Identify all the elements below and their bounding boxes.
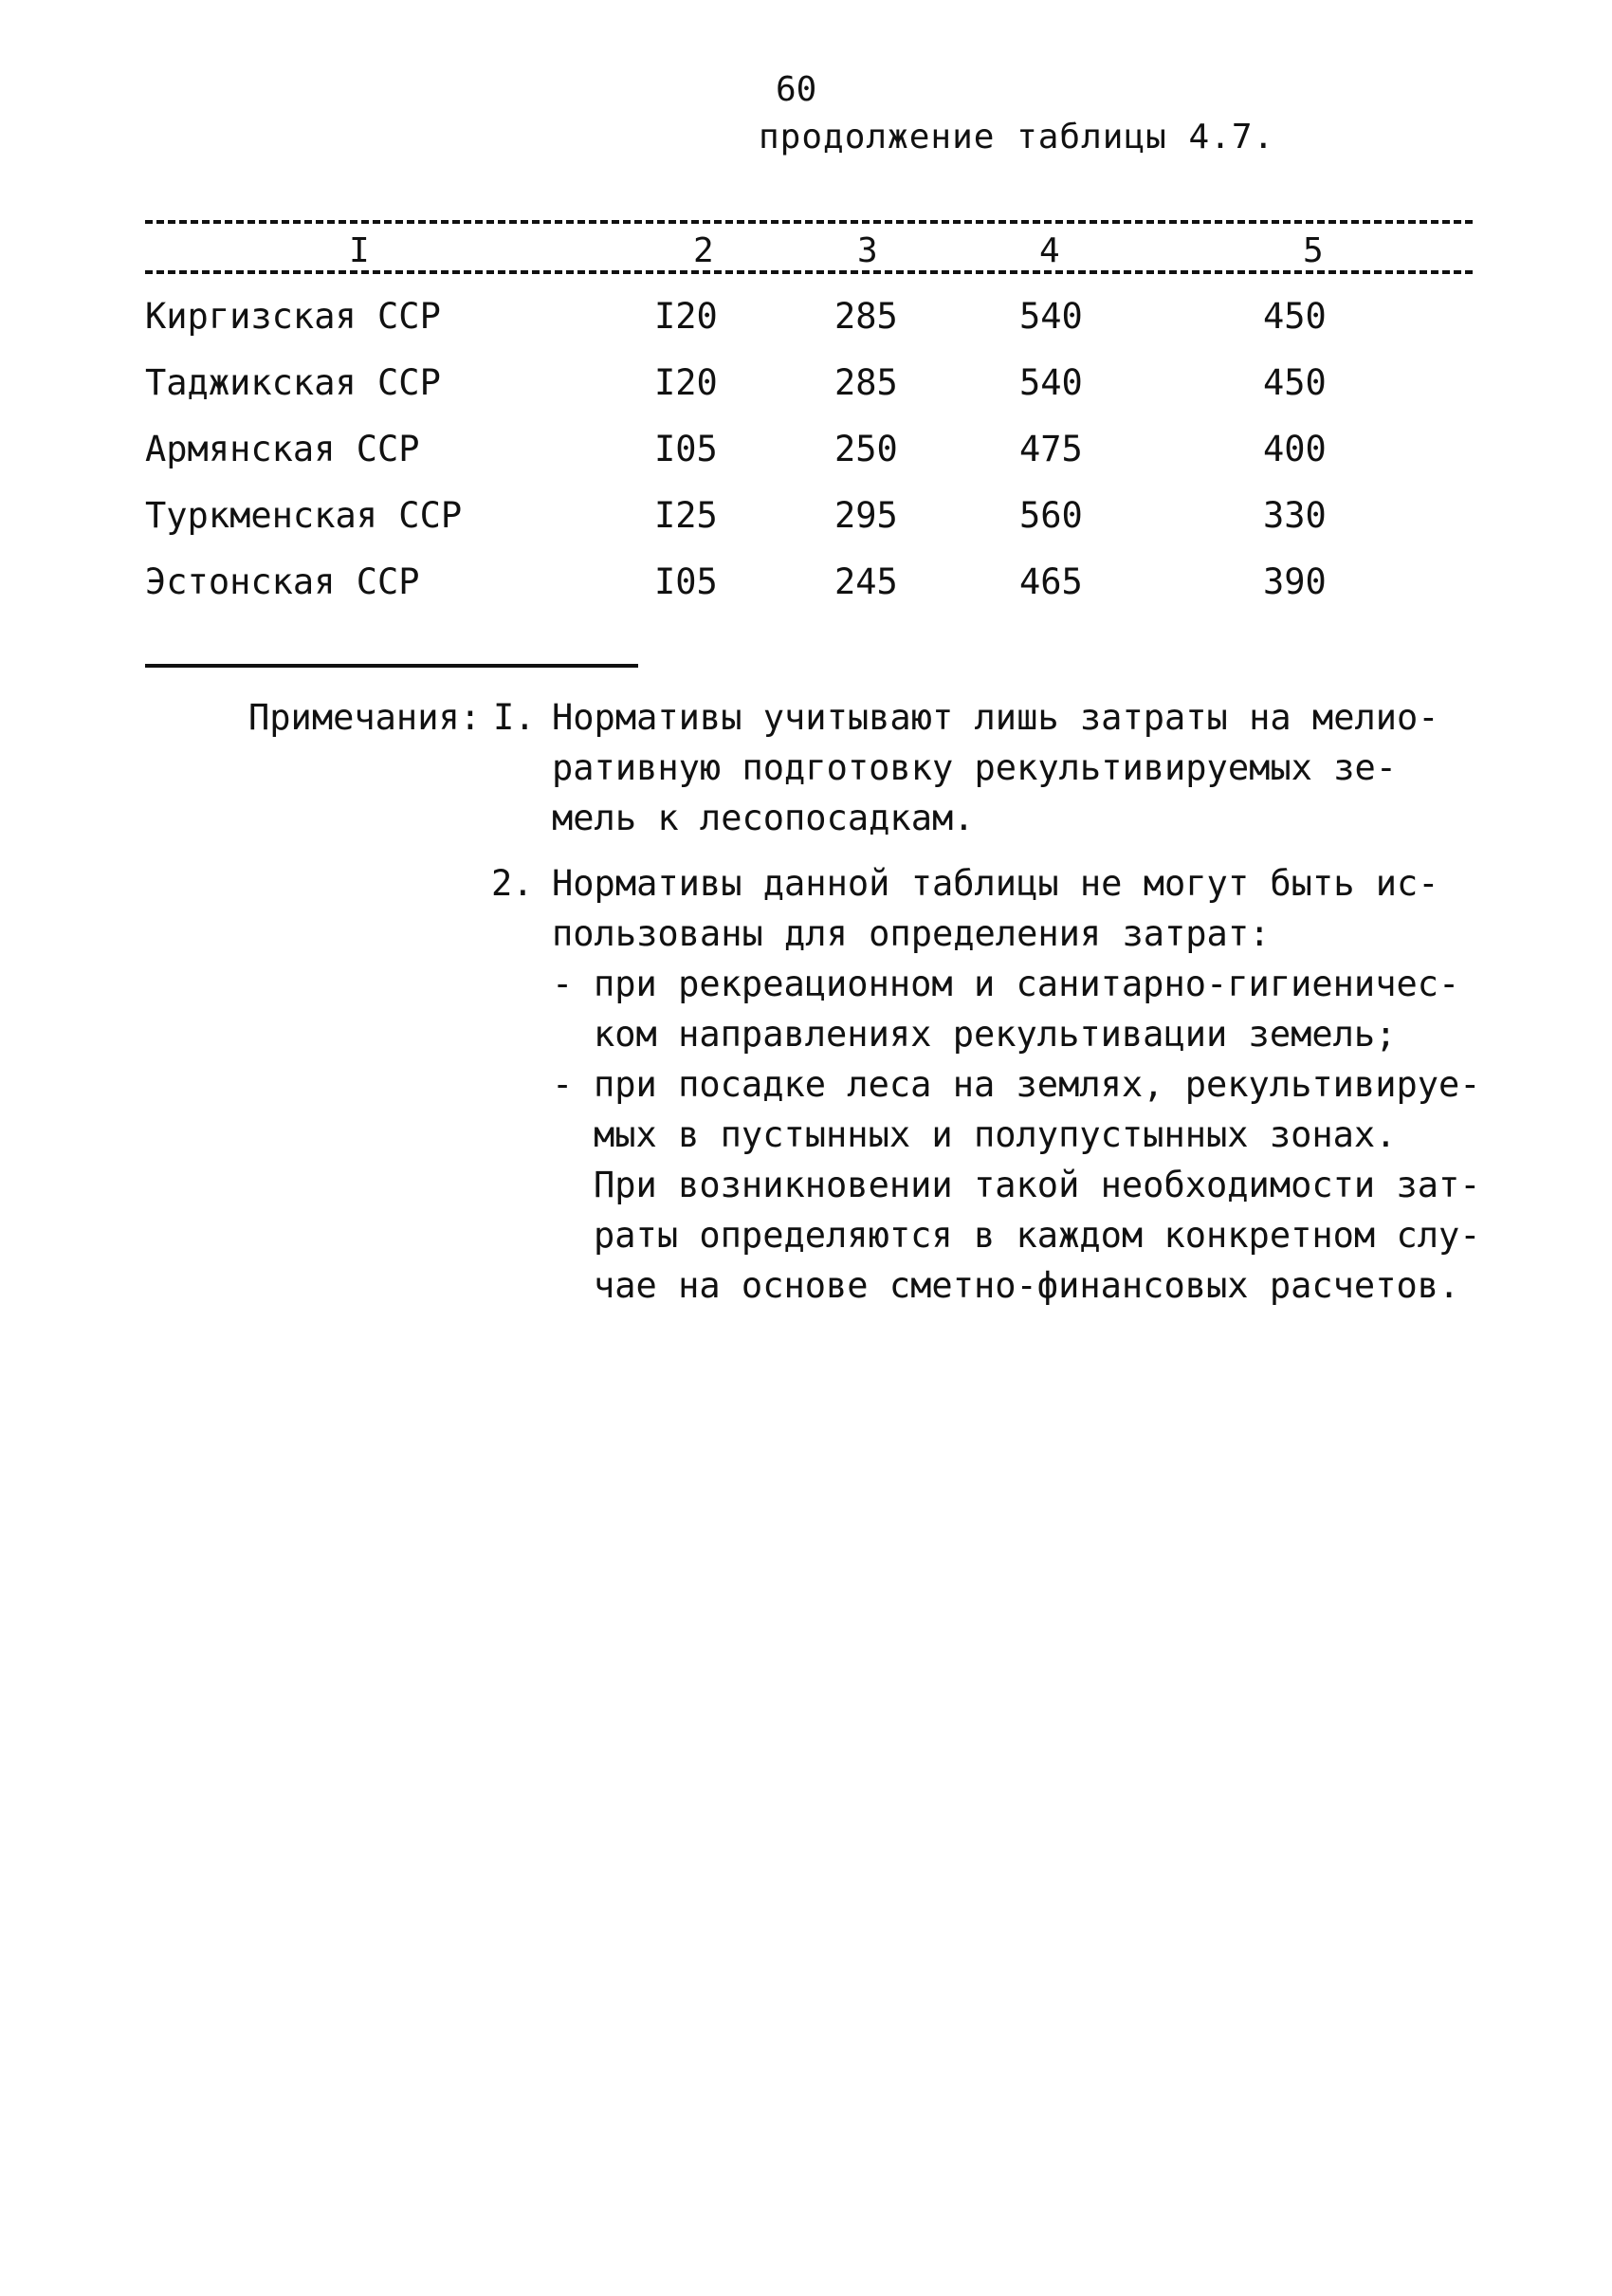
row-value-col4: 560 [1019,495,1083,536]
row-name: Таджикская ССР [145,362,441,403]
row-name: Туркменская ССР [145,495,463,536]
note-1-line: ративную подготовку рекультивируемых зе- [552,747,1398,788]
row-value-col4: 540 [1019,362,1083,403]
bullet-line: при рекреационном и санитарно-гигиеничес- [594,964,1460,1004]
note-1-line: мель к лесопосадкам. [552,798,975,838]
row-value-col5: 390 [1263,561,1327,602]
table-header-dashed-rule [145,270,1473,274]
footnote-rule [145,664,638,668]
row-value-col2: I05 [654,561,718,602]
bullet-dash: - [552,964,574,1004]
row-name: Эстонская ССР [145,561,420,602]
row-value-col5: 450 [1263,296,1327,337]
bullet-dash: - [552,1064,574,1105]
row-value-col3: 285 [834,362,898,403]
note-2-line: Нормативы данной таблицы не могут быть ис- [552,863,1439,904]
column-header-3: 3 [857,231,878,270]
column-header-4: 4 [1039,231,1060,270]
note-2-number: 2. [491,863,534,904]
row-value-col3: 295 [834,495,898,536]
table-continuation-title: продолжение таблицы 4.7. [759,118,1275,156]
bullet-line: при посадке леса на землях, рекультивируе- [594,1064,1481,1105]
row-value-col2: I20 [654,362,718,403]
row-value-col5: 450 [1263,362,1327,403]
row-value-col4: 465 [1019,561,1083,602]
column-header-2: 2 [693,231,714,270]
row-value-col2: I25 [654,495,718,536]
row-value-col4: 475 [1019,429,1083,469]
row-name: Киргизская ССР [145,296,441,337]
note-1-line: Нормативы учитывают лишь затраты на мелио- [552,697,1439,738]
column-header-5: 5 [1303,231,1324,270]
row-value-col3: 250 [834,429,898,469]
note-1-number: I. [493,697,536,738]
column-header-1: I [349,231,370,270]
row-value-col4: 540 [1019,296,1083,337]
notes-label: Примечания: [248,697,482,738]
note-2-line: пользованы для определения затрат: [552,913,1271,954]
row-name: Армянская ССР [145,429,420,469]
bullet-line: ком направлениях рекультивации земель; [594,1014,1397,1055]
row-value-col2: I20 [654,296,718,337]
bullet-line: чае на основе сметно-финансовых расчетов. [594,1265,1460,1306]
row-value-col3: 245 [834,561,898,602]
table-top-dashed-rule [145,220,1473,224]
bullet-line: раты определяются в каждом конкретном слу- [594,1215,1481,1256]
bullet-line: мых в пустынных и полупустынных зонах. [594,1114,1397,1155]
row-value-col3: 285 [834,296,898,337]
bullet-line: При возникновении такой необходимости зат- [594,1165,1481,1205]
row-value-col5: 330 [1263,495,1327,536]
page-number: 60 [776,70,817,109]
row-value-col5: 400 [1263,429,1327,469]
row-value-col2: I05 [654,429,718,469]
